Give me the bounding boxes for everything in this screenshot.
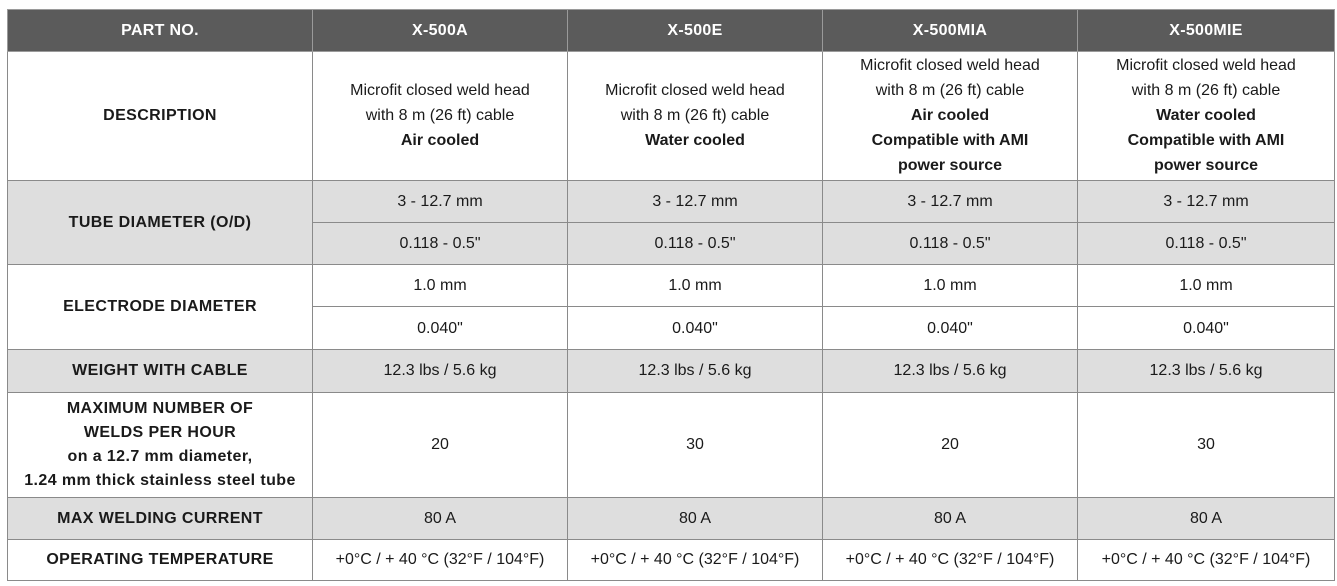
compatibility-note: Compatible with AMI xyxy=(1127,132,1285,150)
description-line: with 8 m (26 ft) cable xyxy=(620,107,770,125)
compatibility-note: power source xyxy=(897,157,1003,175)
spec-table xyxy=(7,9,1335,581)
weight-value: 12.3 lbs / 5.6 kg xyxy=(568,349,823,392)
welds-per-hour-label xyxy=(8,392,313,498)
compatibility-note: Compatible with AMI xyxy=(871,132,1029,150)
description-cell xyxy=(823,52,1078,181)
max-current-value: 80 A xyxy=(823,498,1078,539)
compatibility-note: power source xyxy=(1153,157,1259,175)
tube-diameter-metric: 3 - 12.7 mm xyxy=(568,180,823,222)
max-current-label: MAX WELDING CURRENT xyxy=(8,498,313,539)
electrode-diameter-imperial: 0.040" xyxy=(823,307,1078,349)
tube-diameter-imperial: 0.118 - 0.5" xyxy=(313,222,568,264)
operating-temperature-value: +0°C / + 40 °C (32°F / 104°F) xyxy=(313,539,568,580)
operating-temperature-value: +0°C / + 40 °C (32°F / 104°F) xyxy=(823,539,1078,580)
welds-per-hour-value: 30 xyxy=(1078,392,1335,498)
part-no-header: PART NO. xyxy=(8,10,313,52)
description-line: with 8 m (26 ft) cable xyxy=(875,82,1025,100)
description-cell xyxy=(313,52,568,181)
max-current-value: 80 A xyxy=(568,498,823,539)
description-label: DESCRIPTION xyxy=(8,52,313,181)
welds-label-line: 1.24 mm thick stainless steel tube xyxy=(24,472,296,490)
operating-temperature-label: OPERATING TEMPERATURE xyxy=(8,539,313,580)
welds-per-hour-row xyxy=(8,392,1335,498)
electrode-diameter-metric: 1.0 mm xyxy=(823,265,1078,307)
welds-per-hour-value: 30 xyxy=(568,392,823,498)
electrode-diameter-imperial: 0.040" xyxy=(313,307,568,349)
description-line: with 8 m (26 ft) cable xyxy=(1131,82,1281,100)
cooling-type: Water cooled xyxy=(1156,107,1256,125)
welds-label-line: MAXIMUM NUMBER OF xyxy=(66,400,254,418)
welds-label-line: on a 12.7 mm diameter, xyxy=(67,448,253,466)
description-row xyxy=(8,52,1335,181)
operating-temperature-value: +0°C / + 40 °C (32°F / 104°F) xyxy=(568,539,823,580)
cooling-type: Air cooled xyxy=(400,132,480,150)
welds-per-hour-value: 20 xyxy=(313,392,568,498)
model-header: X-500E xyxy=(568,10,823,52)
description-line: Microfit closed weld head xyxy=(1116,57,1296,75)
welds-label-line: WELDS PER HOUR xyxy=(83,424,237,442)
electrode-diameter-metric: 1.0 mm xyxy=(313,265,568,307)
max-current-value: 80 A xyxy=(313,498,568,539)
max-current-row xyxy=(8,498,1335,539)
welds-per-hour-value: 20 xyxy=(823,392,1078,498)
operating-temperature-value: +0°C / + 40 °C (32°F / 104°F) xyxy=(1078,539,1335,580)
model-header: X-500A xyxy=(313,10,568,52)
electrode-diameter-imperial: 0.040" xyxy=(568,307,823,349)
tube-diameter-imperial: 0.118 - 0.5" xyxy=(823,222,1078,264)
electrode-diameter-metric: 1.0 mm xyxy=(568,265,823,307)
weight-value: 12.3 lbs / 5.6 kg xyxy=(313,349,568,392)
cooling-type: Air cooled xyxy=(910,107,990,125)
weight-value: 12.3 lbs / 5.6 kg xyxy=(823,349,1078,392)
description-cell xyxy=(568,52,823,181)
weight-value: 12.3 lbs / 5.6 kg xyxy=(1078,349,1335,392)
description-line: Microfit closed weld head xyxy=(605,82,785,100)
tube-diameter-label: TUBE DIAMETER (O/D) xyxy=(8,180,313,264)
electrode-diameter-label: ELECTRODE DIAMETER xyxy=(8,265,313,349)
description-line: Microfit closed weld head xyxy=(350,82,530,100)
model-header: X-500MIA xyxy=(823,10,1078,52)
tube-diameter-metric: 3 - 12.7 mm xyxy=(823,180,1078,222)
max-current-value: 80 A xyxy=(1078,498,1335,539)
description-line: with 8 m (26 ft) cable xyxy=(365,107,515,125)
operating-temperature-row xyxy=(8,539,1335,580)
tube-diameter-metric: 3 - 12.7 mm xyxy=(313,180,568,222)
electrode-diameter-metric: 1.0 mm xyxy=(1078,265,1335,307)
weight-label: WEIGHT WITH CABLE xyxy=(8,349,313,392)
header-row xyxy=(8,10,1335,52)
weight-row xyxy=(8,349,1335,392)
description-cell xyxy=(1078,52,1335,181)
electrode-diameter-imperial: 0.040" xyxy=(1078,307,1335,349)
tube-diameter-imperial: 0.118 - 0.5" xyxy=(568,222,823,264)
tube-diameter-metric: 3 - 12.7 mm xyxy=(1078,180,1335,222)
model-header: X-500MIE xyxy=(1078,10,1335,52)
tube-diameter-imperial: 0.118 - 0.5" xyxy=(1078,222,1335,264)
cooling-type: Water cooled xyxy=(645,132,745,150)
electrode-diameter-row xyxy=(8,265,1335,307)
description-line: Microfit closed weld head xyxy=(860,57,1040,75)
tube-diameter-row xyxy=(8,180,1335,222)
